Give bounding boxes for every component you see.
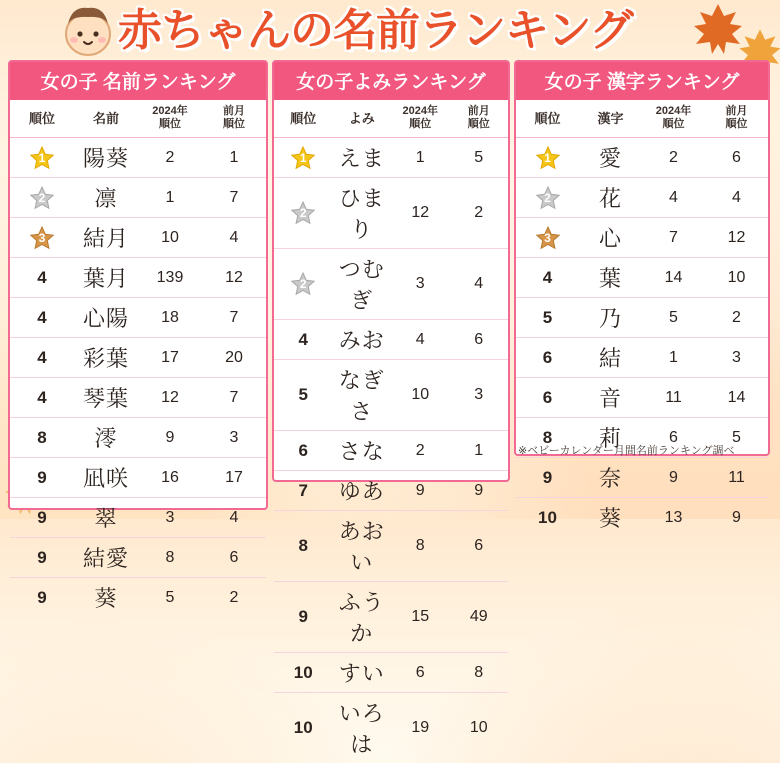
- cell-name: 葵: [74, 578, 138, 618]
- panel-title: 女の子よみランキング: [274, 62, 508, 100]
- cell-rank-2024: 5: [642, 298, 705, 338]
- cell-rank-prev: 4: [705, 178, 768, 218]
- cell-rank-prev: 3: [450, 360, 509, 431]
- cell-rank-prev: 3: [705, 338, 768, 378]
- table-body: [10, 138, 266, 618]
- cell-rank-prev: 1: [450, 431, 509, 471]
- cell-rank: [10, 218, 74, 258]
- cell-rank-2024: 139: [138, 258, 202, 298]
- rank-silver-star-icon: 2: [290, 201, 316, 225]
- table-row: [274, 320, 508, 360]
- cell-name: 心: [579, 218, 642, 258]
- table-row: [516, 178, 768, 218]
- cell-rank: 9: [10, 498, 74, 538]
- cell-rank: 6: [516, 378, 579, 418]
- cell-name: 愛: [579, 138, 642, 178]
- col-2024: 2024年 順位: [391, 100, 450, 138]
- cell-rank: [10, 138, 74, 178]
- cell-rank-2024: 8: [138, 538, 202, 578]
- rank-silver-star-icon: 2: [535, 186, 561, 210]
- cell-rank-2024: 19: [391, 693, 450, 763]
- table-row: [274, 138, 508, 178]
- cell-rank-2024: 4: [391, 320, 450, 360]
- cell-rank-prev: 49: [450, 582, 509, 653]
- cell-rank-prev: 1: [202, 138, 266, 178]
- col-name: 名前: [74, 100, 138, 138]
- table-row: [10, 138, 266, 178]
- table-body: [274, 138, 508, 763]
- cell-rank-prev: 7: [202, 378, 266, 418]
- cell-rank: 9: [274, 582, 333, 653]
- cell-rank-prev: 5: [450, 138, 509, 178]
- cell-rank: 10: [274, 653, 333, 693]
- cell-rank-2024: 3: [138, 498, 202, 538]
- cell-name: 心陽: [74, 298, 138, 338]
- table-row: [516, 338, 768, 378]
- cell-name: いろは: [333, 693, 392, 763]
- table-row: [10, 258, 266, 298]
- cell-rank-2024: 1: [138, 178, 202, 218]
- table-row: [10, 458, 266, 498]
- cell-rank-prev: 4: [450, 249, 509, 320]
- col-2024: 2024年 順位: [138, 100, 202, 138]
- cell-rank-2024: 10: [391, 360, 450, 431]
- cell-rank-prev: 9: [705, 498, 768, 538]
- col-2024: 2024年 順位: [642, 100, 705, 138]
- cell-rank-2024: 8: [391, 511, 450, 582]
- table-row: [274, 431, 508, 471]
- cell-rank: [274, 138, 333, 178]
- cell-rank-2024: 1: [642, 338, 705, 378]
- table-row: [10, 298, 266, 338]
- ranking-table: [274, 100, 508, 763]
- cell-rank: [516, 218, 579, 258]
- table-header-row: [274, 100, 508, 138]
- table-row: [10, 338, 266, 378]
- table-row: [10, 378, 266, 418]
- cell-rank-prev: 6: [450, 320, 509, 360]
- cell-rank-prev: 7: [202, 178, 266, 218]
- table-row: [10, 418, 266, 458]
- cell-rank: 4: [274, 320, 333, 360]
- table-row: [516, 218, 768, 258]
- cell-rank-prev: 14: [705, 378, 768, 418]
- col-prev: 前月 順位: [450, 100, 509, 138]
- cell-rank-2024: 5: [138, 578, 202, 618]
- cell-name: 奈: [579, 458, 642, 498]
- cell-rank: 10: [274, 693, 333, 763]
- table-row: [516, 258, 768, 298]
- cell-rank-2024: 12: [391, 178, 450, 249]
- table-row: [274, 471, 508, 511]
- cell-name: みお: [333, 320, 392, 360]
- cell-name: さな: [333, 431, 392, 471]
- cell-rank-2024: 9: [138, 418, 202, 458]
- panel-title: 女の子 名前ランキング: [10, 62, 266, 100]
- table-header-row: [516, 100, 768, 138]
- cell-rank: 6: [516, 338, 579, 378]
- cell-rank: 6: [274, 431, 333, 471]
- source-note: ※ベビーカレンダー月間名前ランキング調べ: [518, 442, 735, 458]
- cell-name: ひまり: [333, 178, 392, 249]
- baby-face-icon: [60, 4, 116, 58]
- cell-rank-2024: 13: [642, 498, 705, 538]
- panel-title: 女の子 漢字ランキング: [516, 62, 768, 100]
- rank-gold-star-icon: 1: [535, 146, 561, 170]
- cell-rank-prev: 10: [450, 693, 509, 763]
- table-row: [516, 458, 768, 498]
- rank-silver-star-icon: 2: [290, 272, 316, 296]
- cell-rank-2024: 9: [642, 458, 705, 498]
- cell-rank-prev: 8: [450, 653, 509, 693]
- cell-rank-2024: 2: [138, 138, 202, 178]
- cell-rank-prev: 10: [705, 258, 768, 298]
- table-row: [516, 378, 768, 418]
- cell-name: すい: [333, 653, 392, 693]
- cell-rank-prev: 17: [202, 458, 266, 498]
- col-name: よみ: [333, 100, 392, 138]
- cell-rank-2024: 10: [138, 218, 202, 258]
- cell-rank: [516, 178, 579, 218]
- cell-rank: 8: [274, 511, 333, 582]
- cell-rank-2024: 6: [642, 418, 705, 458]
- cell-rank: [10, 178, 74, 218]
- cell-rank-prev: 3: [202, 418, 266, 458]
- table-row: [274, 582, 508, 653]
- table-header-row: [10, 100, 266, 138]
- rank-silver-star-icon: 2: [29, 186, 55, 210]
- cell-name: 結月: [74, 218, 138, 258]
- page-header: [0, 0, 780, 62]
- cell-name: 凪咲: [74, 458, 138, 498]
- cell-rank: 5: [516, 298, 579, 338]
- cell-name: 陽葵: [74, 138, 138, 178]
- ranking-panel-kanji: [514, 60, 770, 456]
- table-row: [274, 693, 508, 763]
- cell-name: あおい: [333, 511, 392, 582]
- cell-name: 澪: [74, 418, 138, 458]
- cell-rank-2024: 12: [138, 378, 202, 418]
- table-row: [274, 360, 508, 431]
- table-row: [274, 249, 508, 320]
- cell-rank-2024: 2: [642, 138, 705, 178]
- cell-rank: 7: [274, 471, 333, 511]
- cell-rank-prev: 5: [705, 418, 768, 458]
- cell-name: 凛: [74, 178, 138, 218]
- ranking-panel-readings: [272, 60, 510, 482]
- rank-gold-star-icon: 1: [290, 146, 316, 170]
- table-row: [274, 653, 508, 693]
- cell-rank-2024: 4: [642, 178, 705, 218]
- cell-name: ふうか: [333, 582, 392, 653]
- cell-rank: [274, 178, 333, 249]
- table-row: [10, 498, 266, 538]
- cell-rank: 4: [10, 258, 74, 298]
- cell-rank: 9: [10, 578, 74, 618]
- cell-name: 結愛: [74, 538, 138, 578]
- cell-rank-prev: 6: [705, 138, 768, 178]
- cell-name: 彩葉: [74, 338, 138, 378]
- cell-rank: 8: [10, 418, 74, 458]
- cell-rank-prev: 2: [202, 578, 266, 618]
- cell-rank: 8: [516, 418, 579, 458]
- cell-name: えま: [333, 138, 392, 178]
- col-prev: 前月 順位: [202, 100, 266, 138]
- cell-rank: 9: [10, 538, 74, 578]
- cell-name: 結: [579, 338, 642, 378]
- table-row: [10, 538, 266, 578]
- table-row: [516, 298, 768, 338]
- cell-rank-prev: 4: [202, 218, 266, 258]
- cell-name: 翠: [74, 498, 138, 538]
- cell-rank: [274, 249, 333, 320]
- cell-rank-2024: 18: [138, 298, 202, 338]
- cell-name: つむぎ: [333, 249, 392, 320]
- cell-rank: [516, 138, 579, 178]
- cell-name: 葵: [579, 498, 642, 538]
- cell-rank-2024: 15: [391, 582, 450, 653]
- col-rank: 順位: [10, 100, 74, 138]
- ranking-table: [516, 100, 768, 537]
- cell-name: 音: [579, 378, 642, 418]
- cell-name: 葉: [579, 258, 642, 298]
- cell-rank-2024: 17: [138, 338, 202, 378]
- rank-bronze-star-icon: 3: [535, 226, 561, 250]
- cell-rank: 4: [10, 298, 74, 338]
- cell-rank-prev: 6: [202, 538, 266, 578]
- cell-name: ゆあ: [333, 471, 392, 511]
- cell-name: 花: [579, 178, 642, 218]
- cell-rank-2024: 2: [391, 431, 450, 471]
- col-rank: 順位: [274, 100, 333, 138]
- table-row: [10, 218, 266, 258]
- cell-rank: 4: [516, 258, 579, 298]
- cell-rank-2024: 11: [642, 378, 705, 418]
- rank-bronze-star-icon: 3: [29, 226, 55, 250]
- table-row: [10, 578, 266, 618]
- col-name: 漢字: [579, 100, 642, 138]
- cell-rank-prev: 11: [705, 458, 768, 498]
- cell-rank-prev: 12: [705, 218, 768, 258]
- cell-rank-prev: 12: [202, 258, 266, 298]
- cell-name: 乃: [579, 298, 642, 338]
- cell-rank-2024: 6: [391, 653, 450, 693]
- cell-rank-prev: 9: [450, 471, 509, 511]
- cell-rank: 9: [516, 458, 579, 498]
- cell-name: 琴葉: [74, 378, 138, 418]
- ranking-table: [10, 100, 266, 617]
- cell-name: 莉: [579, 418, 642, 458]
- cell-rank-2024: 14: [642, 258, 705, 298]
- cell-rank-prev: 6: [450, 511, 509, 582]
- cell-rank-2024: 9: [391, 471, 450, 511]
- cell-name: 葉月: [74, 258, 138, 298]
- cell-rank-2024: 1: [391, 138, 450, 178]
- cell-rank-2024: 7: [642, 218, 705, 258]
- cell-rank-2024: 3: [391, 249, 450, 320]
- cell-rank-prev: 4: [202, 498, 266, 538]
- cell-rank-2024: 16: [138, 458, 202, 498]
- table-row: [274, 511, 508, 582]
- cell-rank: 5: [274, 360, 333, 431]
- rank-gold-star-icon: 1: [29, 146, 55, 170]
- cell-rank-prev: 7: [202, 298, 266, 338]
- table-row: [274, 178, 508, 249]
- cell-rank: 4: [10, 338, 74, 378]
- cell-rank-prev: 2: [705, 298, 768, 338]
- cell-rank: 9: [10, 458, 74, 498]
- table-row: [10, 178, 266, 218]
- table-row: [516, 138, 768, 178]
- page-title: 赤ちゃんの名前ランキング: [118, 6, 633, 56]
- col-rank: 順位: [516, 100, 579, 138]
- cell-rank: 10: [516, 498, 579, 538]
- ranking-panel-names: [8, 60, 268, 510]
- cell-name: なぎさ: [333, 360, 392, 431]
- col-prev: 前月 順位: [705, 100, 768, 138]
- cell-rank-prev: 2: [450, 178, 509, 249]
- table-row: [516, 498, 768, 538]
- cell-rank: 4: [10, 378, 74, 418]
- cell-rank-prev: 20: [202, 338, 266, 378]
- table-body: [516, 138, 768, 538]
